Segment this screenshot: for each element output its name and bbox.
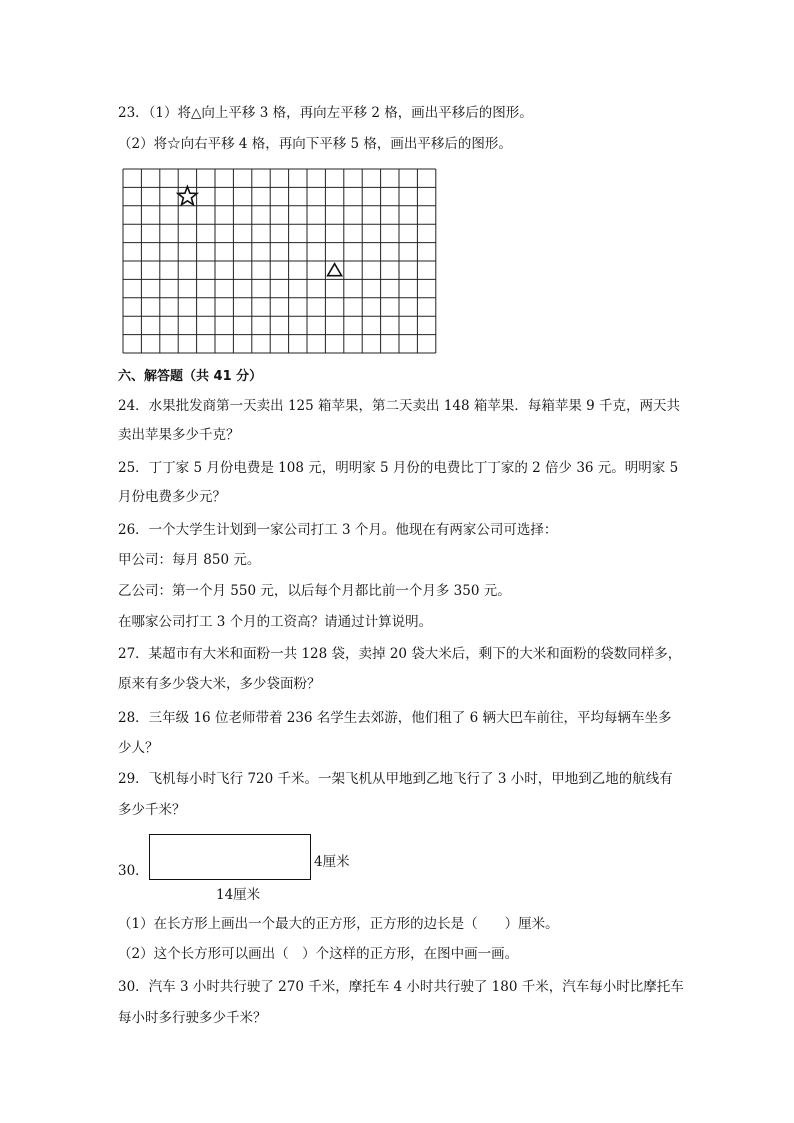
q27-line1: 27．某超市有大米和面粉一共 128 袋，卖掉 20 袋大米后，剩下的大米和面粉的袋数同样多，	[118, 646, 682, 662]
q26-line3: 乙公司：第一个月 550 元，以后每个月都比前一个月多 350 元。	[118, 583, 511, 599]
star-shape	[178, 187, 197, 205]
rectangle-height-label: 4厘米	[314, 854, 350, 870]
q24-line2: 卖出苹果多少千克？	[118, 427, 240, 443]
rectangle	[149, 834, 311, 880]
q30-part1: （1）在长方形上画出一个最大的正方形，正方形的边长是（ ）厘米。	[118, 916, 559, 932]
q26-line1: 26．一个大学生计划到一家公司打工 3 个月。他现在有两家公司可选择：	[118, 522, 558, 538]
translation-grid	[122, 168, 438, 357]
q30-number: 30．	[118, 863, 149, 879]
q25-line2: 月份电费多少元？	[118, 489, 226, 505]
q29-line1: 29．飞机每小时飞行 720 千米。一架飞机从甲地到乙地飞行了 3 小时，甲地到乙地的航线有	[118, 771, 673, 787]
q23-line2: （2）将☆向右平移 4 格，再向下平移 5 格，画出平移后的图形。	[118, 136, 512, 152]
q30b-line2: 每小时多行驶多少千米？	[118, 1010, 267, 1026]
q25-line1: 25．丁丁家 5 月份电费是 108 元，明明家 5 月份的电费比丁丁家的 2 倍少 36 元。明明家 5	[118, 460, 679, 476]
q30b-line1: 30．汽车 3 小时共行驶了 270 千米，摩托车 4 小时共行驶了 180 千米，汽车每小时比摩托车	[118, 979, 684, 995]
rectangle-width-label: 14厘米	[216, 887, 261, 903]
q26-line2: 甲公司：每月 850 元。	[118, 552, 261, 568]
q26-line4: 在哪家公司打工 3 个月的工资高？请通过计算说明。	[118, 614, 433, 630]
q29-line2: 多少千米？	[118, 802, 186, 818]
q30-part2: （2）这个长方形可以画出（ ）个这样的正方形，在图中画一画。	[118, 946, 519, 962]
triangle-shape	[328, 264, 342, 276]
q28-line1: 28．三年级 16 位老师带着 236 名学生去郊游，他们租了 6 辆大巴车前往，平均每辆车坐多	[118, 710, 672, 726]
q23-line1: 23．（1）将△向上平移 3 格，再向左平移 2 格，画出平移后的图形。	[118, 105, 533, 121]
q28-line2: 少人？	[118, 740, 159, 756]
q24-line1: 24．水果批发商第一天卖出 125 箱苹果，第二天卖出 148 箱苹果．每箱苹果 9 千克，两天共	[118, 398, 681, 414]
section-title: 六、解答题（共 41 分）	[118, 369, 263, 384]
q27-line2: 原来有多少袋大米，多少袋面粉？	[118, 676, 321, 692]
